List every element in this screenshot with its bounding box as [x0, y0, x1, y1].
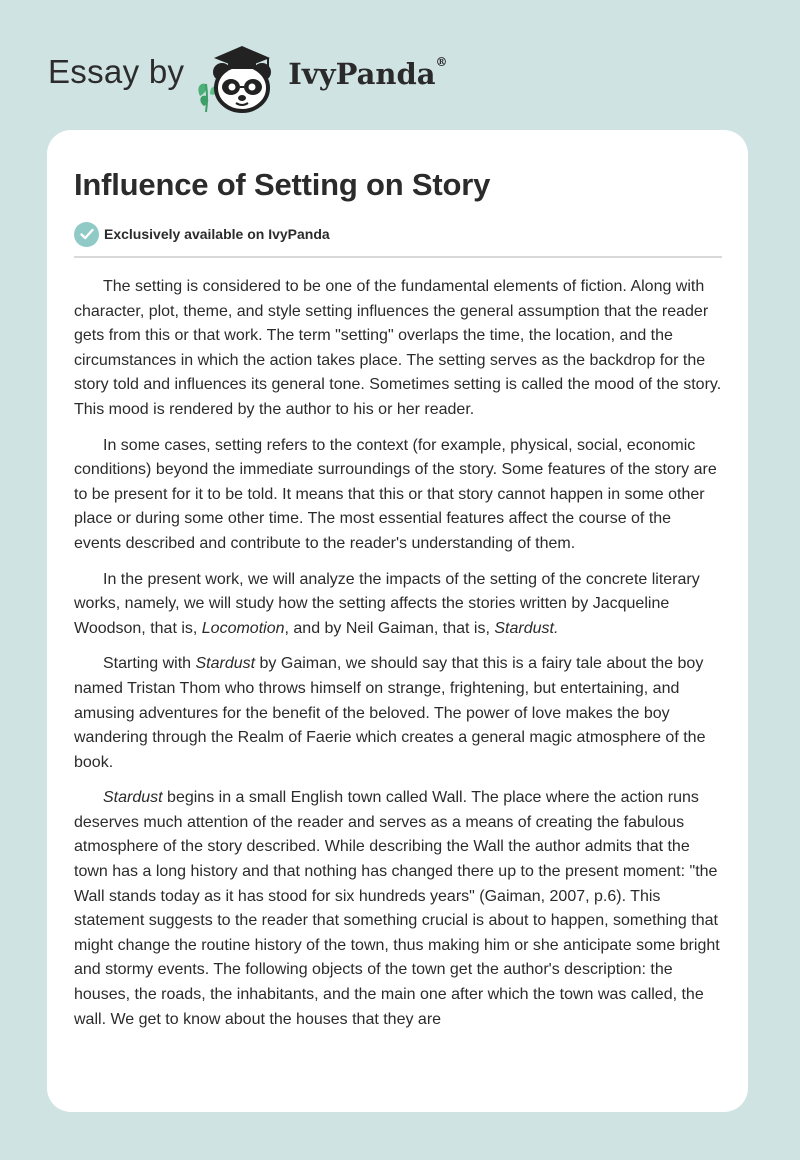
divider [74, 256, 722, 258]
essay-by-label: Essay by [48, 53, 185, 90]
exclusive-badge [74, 221, 722, 247]
exclusive-label: Exclusively available on IvyPanda [104, 226, 330, 242]
book-title-locomotion: Locomotion [201, 619, 285, 637]
essay-card [47, 130, 748, 1112]
book-title-stardust: Stardust [103, 789, 163, 807]
registered-mark: ® [435, 55, 448, 69]
ivypanda-brand[interactable]: IvyPanda® [288, 55, 448, 91]
essay-title: Influence of Setting on Story [74, 167, 491, 202]
essay-body [74, 275, 722, 1032]
paragraph: In the present work, we will analyze the impacts of the setting of the concrete literary works, namely, we will study how the setting affects the stories written by Jacqueline Woodson, that is, Locomotion, and by Neil Gaiman, that is, Stardust. [74, 570, 700, 637]
site-header [48, 36, 448, 116]
paragraph: Stardust begins in a small English town called Wall. The place where the action runs deserves much attention of the reader and serves as a means of creating the fabulous atmosphere of the story described. While describing the Wall the author admits that the town has a long history and that nothing has changed there up to the present moment: "the Wall stands today as it has stood for six hundreds years" (Gaiman, 2007, p.6). This statement suggests to the reader that something crucial is about to happen, something that might change the routine history of the town, thus making him or she anticipate some bright and stormy events. The following objects of the town get the author's description: the houses, the roads, the inhabitants, and the main one after which the town was called, the wall. We get to know about the houses that they are [74, 789, 720, 1028]
book-title-stardust: Stardust [195, 655, 256, 673]
paragraph: Starting with Stardust by Gaiman, we should say that this is a fairy tale about the boy named Tristan Thom who throws himself on strange, frightening, but entertaining, and amusing adventures for the benefit of the beloved. The power of love makes the boy wandering through the Realm of Faerie which creates a general magic atmosphere of the book. [74, 655, 706, 771]
book-title-stardust: Stardust. [494, 619, 559, 637]
checkmark-icon [74, 222, 99, 247]
paragraph: In some cases, setting refers to the context (for example, physical, social, economic conditions) beyond the immediate surroundings of the story. Some features of the story are to be present for it to be told. It means that this or that story cannot happen in some other place or during some other time. The most essential features affect the course of the events described and contribute to the reader's understanding of them. [74, 436, 717, 552]
paragraph: The setting is considered to be one of the fundamental elements of fiction. Along with character, plot, theme, and style setting influences the general assumption that the reader gets from this or that work. The term "setting" overlaps the time, the location, and the circumstances in which the action takes place. The setting serves as the backdrop for the story told and influences its general tone. Sometimes setting is called the mood of the story. This mood is rendered by the author to his or her reader. [74, 278, 722, 418]
ivypanda-logo-icon[interactable] [192, 36, 284, 116]
